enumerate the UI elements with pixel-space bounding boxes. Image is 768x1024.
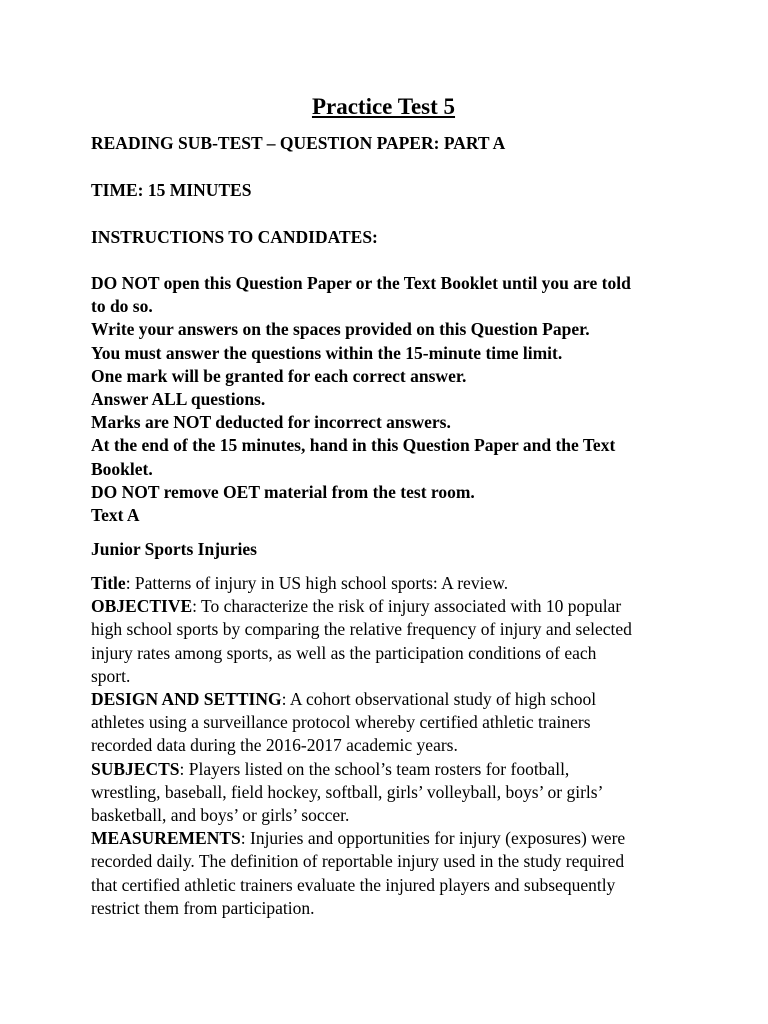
instruction-line: Text A <box>91 505 140 526</box>
objective-text: high school sports by comparing the relative frequency of injury and selected <box>91 619 632 640</box>
measurements-text: restrict them from participation. <box>91 897 315 918</box>
instruction-line: At the end of the 15 minutes, hand in this Question Paper and the Text <box>91 435 616 456</box>
design-text: athletes using a surveillance protocol whereby certified athletic trainers <box>91 712 591 733</box>
measurements-label: MEASUREMENTS <box>91 828 241 849</box>
objective-label: OBJECTIVE <box>91 596 193 617</box>
objective-text: sport. <box>91 665 131 686</box>
design-label: DESIGN AND SETTING <box>91 689 282 710</box>
subjects-label: SUBJECTS <box>91 758 180 779</box>
instruction-line: DO NOT open this Question Paper or the Text Booklet until you are told <box>91 273 631 293</box>
instruction-line: to do so. <box>91 296 153 317</box>
instruction-line: Answer ALL questions. <box>91 389 266 410</box>
instruction-line: Write your answers on the spaces provided on this Question Paper. <box>91 319 590 340</box>
objective-text: : To characterize the risk of injury associated with 10 popular <box>192 596 622 617</box>
subjects-text: wrestling, baseball, field hockey, softball, girls’ volleyball, boys’ or girls’ <box>91 781 604 802</box>
measurements-line <box>91 827 691 850</box>
design-line <box>91 688 691 711</box>
instructions-heading: INSTRUCTIONS TO CANDIDATES: <box>91 227 378 247</box>
instruction-line: DO NOT remove OET material from the test room. <box>91 481 475 502</box>
instruction-line: Booklet. <box>91 458 153 479</box>
instruction-line: Marks are NOT deducted for incorrect answers. <box>91 412 451 433</box>
subjects-text: : Players listed on the school’s team rosters for football, <box>179 758 570 779</box>
measurements-text: : Injuries and opportunities for injury (exposures) were <box>240 828 626 849</box>
design-text: recorded data during the 2016-2017 academic years. <box>91 735 458 756</box>
instructions-list <box>91 272 691 527</box>
instruction-line: One mark will be granted for each correct answer. <box>91 365 467 386</box>
measurements-text: recorded daily. The definition of reportable injury used in the study required <box>91 851 625 872</box>
title-text: : Patterns of injury in US high school sports: A review. <box>125 573 509 593</box>
section-heading: Junior Sports Injuries <box>91 539 257 559</box>
abstract-title-line <box>91 572 691 595</box>
title-label: Title <box>91 573 126 593</box>
objective-text: injury rates among sports, as well as the participation conditions of each <box>91 642 597 663</box>
instruction-line: You must answer the questions within the 15-minute time limit. <box>91 342 563 363</box>
abstract <box>91 572 691 920</box>
subjects-line <box>91 758 691 781</box>
design-text: : A cohort observational study of high school <box>281 689 597 710</box>
page-title: Practice Test 5 <box>311 94 456 119</box>
subtitle: READING SUB-TEST – QUESTION PAPER: PART A <box>91 133 506 153</box>
subjects-text: basketball, and boys’ or girls’ soccer. <box>91 805 350 826</box>
objective-line <box>91 595 691 618</box>
measurements-text: that certified athletic trainers evaluate the injured players and subsequently <box>91 874 616 895</box>
time-limit: TIME: 15 MINUTES <box>91 180 252 200</box>
